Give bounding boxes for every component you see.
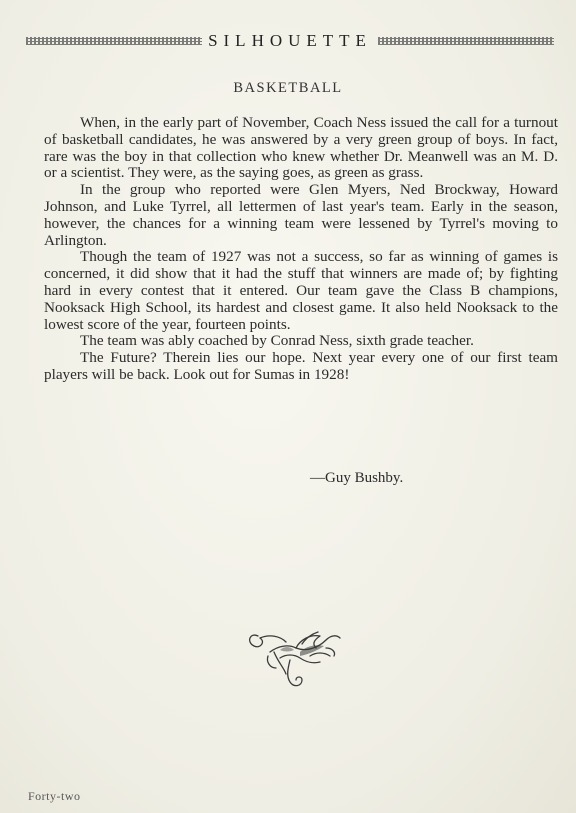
paragraph: When, in the early part of November, Coach Ness issued the call for a turnout of basketball candidates, he was answered by a very green group of boys. In fact, rare was the boy in that collection who knew whether Dr. Meanwell was an M. D. or a scientist. They were, as the saying goes, as green as grass. — [44, 114, 558, 182]
author-signature: —Guy Bushby. — [310, 470, 404, 486]
acanthus-leaf-flourish-icon — [240, 622, 350, 694]
paragraph: Though the team of 1927 was not a success, so far as winning of games is concerned, it did show that it had the stuff that winners are made of; by fighting hard in every contest that it entered. Our team gave the Class B champions, Nooksack High School, its hardest and closest game. It also held Nooksack to the lowest score of the year, fourteen points. — [44, 248, 558, 333]
header-ornament-right — [378, 37, 554, 45]
paragraph: The team was ably coached by Conrad Ness, sixth grade teacher. — [80, 332, 474, 350]
running-header — [26, 31, 554, 50]
page-number: Forty-two — [28, 789, 81, 803]
running-title: SILHOUETTE — [208, 31, 372, 50]
header-ornament-left — [26, 37, 202, 45]
article-body — [44, 115, 558, 384]
paragraph: The Future? Therein lies our hope. Next year every one of our first team players will be back. Look out for Sumas in 1928! — [44, 349, 558, 383]
article-title: BASKETBALL — [233, 80, 343, 96]
paragraph: In the group who reported were Glen Myers, Ned Brockway, Howard Johnson, and Luke Tyrrel, all lettermen of last year's team. Early in the season, however, the chances for a winning team were lessened by Tyrrel's moving to Arlington. — [44, 181, 558, 249]
